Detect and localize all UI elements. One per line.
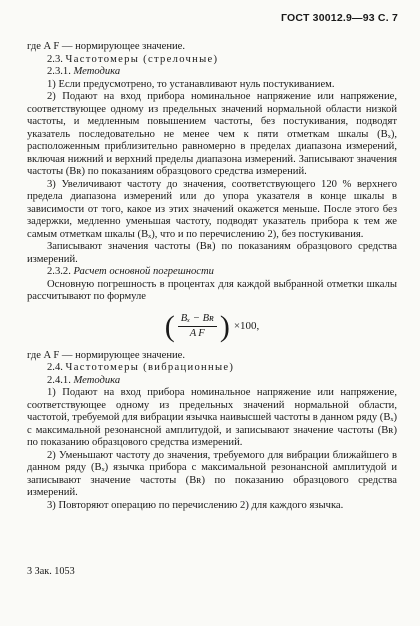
- formula-denominator: A F: [189, 328, 205, 339]
- error-formula: [27, 310, 397, 344]
- document-body: [27, 41, 397, 512]
- normalizing-value-note: где A F — нормирующее значение.: [27, 41, 186, 52]
- section-title: Методика: [73, 374, 121, 386]
- section-number: 2.3.1.: [47, 66, 74, 77]
- section-title: Расчет основной погрешности: [73, 266, 214, 277]
- formula-fraction: [178, 313, 217, 341]
- subsection-heading-2-3-1: [27, 66, 397, 79]
- page-header: ГОСТ 30012.9—93 С. 7: [281, 12, 398, 24]
- section-heading-2-4: [27, 362, 397, 375]
- section-number: 2.3.2.: [47, 266, 74, 277]
- subsection-heading-2-3-2: [27, 266, 397, 279]
- section-title: Методика: [73, 66, 121, 77]
- paragraph: 1) Подают на вход прибора номинальное напряжение или напряжение, соответствующее одному из предельных значений нормальной области, частотой, требуемой для вибрации язычка наивысшей частоты в данном ряду (Bₓ) с максимальной резонансной амплитудой, и записывают значение частоты (Bʀ) по показанию образцового средства измерений.: [27, 387, 397, 448]
- formula-paren-left: (: [164, 309, 175, 343]
- paragraph: 3) Повторяют операцию по перечислению 2) для каждого язычка.: [47, 499, 344, 511]
- page-footer: 3 Зак. 1053: [27, 566, 75, 577]
- section-heading-2-3: [27, 54, 397, 67]
- section-title: Частотомеры (вибрационные): [65, 362, 235, 373]
- normalizing-value-note: где A F — нормирующее значение.: [27, 349, 186, 361]
- section-number: 2.4.: [47, 362, 66, 373]
- paragraph: 2) Подают на вход прибора номинальное напряжение или напряжение, соответствующее одному из предельных значений нормальной области низкой частоты, и медленным повышением частоты, без постукивания, подводят указатель последовательно не менее чем к пяти отметкам шкалы (Bₓ), расположенным приблизительно равномерно в пределах диапазона измерений, включая нижний и верхний пределы диапазона измерений. Записывают значения частоты (Bʀ) по показаниям образцового средства измерений.: [27, 91, 397, 177]
- section-title: Частотомеры (стрелочные): [65, 53, 219, 65]
- paragraph: Записывают значения частоты (Bʀ) по показаниям образцового средства измерений.: [27, 241, 397, 265]
- paragraph: 3) Увеличивают частоту до значения, соответствующего 120 % верхнего предела диапазона измерений или до упора указателя в конце шкалы в зависимости от того, какое из этих значений окажется меньше. После этого без задержки, медленно уменьшая частоту, подводят указатель прибора к тем же самым отметкам шкалы (Bₓ), что и по перечислению 2), без постукивания.: [27, 178, 397, 240]
- paragraph: 2) Уменьшают частоту до значения, требуемого для вибрации ближайшего в данном ряду (Bₓ) язычка прибора с максимальной резонансной амплитудой и записывают значение частоты (Bʀ) по показанию образцового средства измерений.: [27, 449, 397, 498]
- formula-paren-right: ): [219, 309, 230, 343]
- paragraph: Основную погрешность в процентах для каждой выбранной отметки шкалы рассчитывают по формуле: [27, 278, 397, 302]
- formula-numerator: Bₓ − Bʀ: [178, 313, 217, 328]
- section-number: 2.4.1.: [47, 374, 74, 386]
- section-number: 2.3.: [47, 53, 66, 65]
- subsection-heading-2-4-1: [27, 375, 397, 388]
- paragraph: 1) Если предусмотрено, то устанавливают нуль постукиванием.: [47, 78, 335, 90]
- formula-multiplier: ×100,: [233, 320, 260, 333]
